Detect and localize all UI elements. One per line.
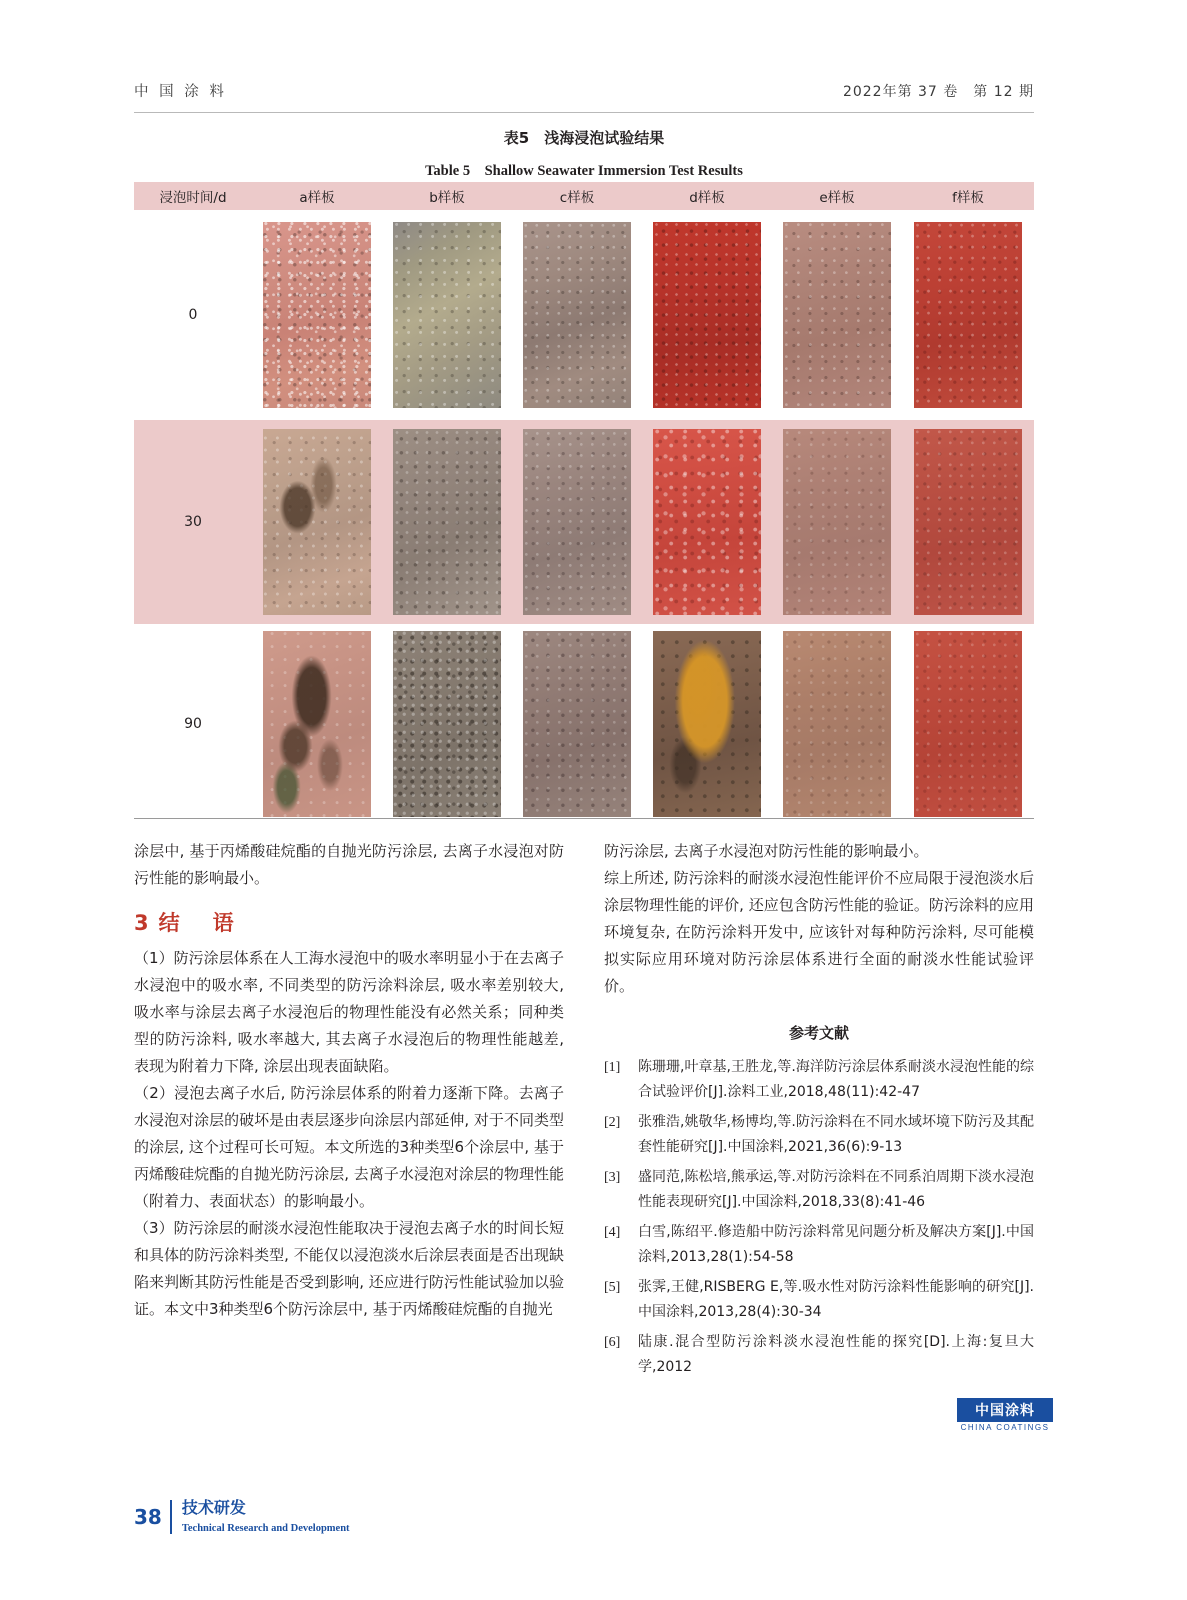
section-heading xyxy=(134,910,564,937)
footer-en-text: Technical Research and Development xyxy=(181,1523,350,1534)
reference-index: [4] xyxy=(604,1225,621,1240)
logo-en-text: CHINA COATINGS xyxy=(960,1423,1050,1432)
footer-cn-text: 技术研发 xyxy=(181,1498,246,1517)
panel-d-day30 xyxy=(642,420,772,624)
specimen-image xyxy=(914,429,1022,615)
table-row xyxy=(134,210,1034,420)
conclusion-paragraph-2: （2）浸泡去离子水后, 防污涂层体系的附着力逐渐下降。去离子水浸泡对涂层的破坏是由表层逐步向涂层内部延伸, 对于不同类型的涂层, 这个过程可长可短。本文所选的3种类型6个涂层中, 基于丙烯酸硅烷酯的自抛光防污涂层, 去离子水浸泡对涂层的物理性能（附着力、表面状态）的影响最小。 xyxy=(134,1084,564,1210)
specimen-image xyxy=(783,631,891,817)
reference-index: [1] xyxy=(604,1060,621,1075)
specimen-image xyxy=(393,222,501,408)
conclusion-paragraph-3-cont: 防污涂层, 去离子水浸泡对防污性能的影响最小。 xyxy=(604,842,929,860)
footer-label xyxy=(182,1498,350,1536)
reference-index: [3] xyxy=(604,1170,621,1185)
table-row xyxy=(134,624,1034,824)
paragraph-continued: 涂层中, 基于丙烯酸硅烷酯的自抛光防污涂层, 去离子水浸泡对防污性能的影响最小。 xyxy=(134,842,564,887)
specimen-image xyxy=(263,222,371,408)
row-label-0: 0 xyxy=(134,210,252,420)
table-header-cell-6: f样板 xyxy=(902,182,1034,210)
table-header-cell-4: d样板 xyxy=(642,182,772,210)
panel-a-day0 xyxy=(252,210,382,420)
conclusion-paragraph-3: （3）防污涂层的耐淡水浸泡性能取决于浸泡去离子水的时间长短和具体的防污涂料类型, 不能仅以浸泡淡水后涂层表面是否出现缺陷来判断其防污性能是否受到影响, 还应进行防污性能试验加以验证。本文中3种类型6个防污涂层中, 基于丙烯酸硅烷酯的自抛光 xyxy=(134,1219,564,1318)
table-caption-en: Table 5 Shallow Seawater Immersion Test Results xyxy=(425,163,743,179)
logo-cn-text: 中国涂料 xyxy=(957,1398,1053,1422)
references-heading: 参考文献 xyxy=(788,1024,849,1042)
specimen-image xyxy=(653,631,761,817)
table-header-cell-1: a样板 xyxy=(252,182,382,210)
panel-c-day0 xyxy=(512,210,642,420)
panel-f-day0 xyxy=(902,210,1034,420)
panel-b-day30 xyxy=(382,420,512,624)
specimen-image xyxy=(914,222,1022,408)
reference-text: 张雅浩,姚敬华,杨博均,等.防污涂料在不同水域坏境下防污及其配套性能研究[J].中国涂料,2021,36(6):9-13 xyxy=(638,1114,1034,1155)
panel-c-day30 xyxy=(512,420,642,624)
specimen-image xyxy=(523,631,631,817)
panel-e-day90 xyxy=(772,624,902,824)
specimen-image xyxy=(263,429,371,615)
row-label-90: 90 xyxy=(134,624,252,824)
journal-name: 中 国 涂 料 xyxy=(134,84,227,100)
specimen-image xyxy=(263,631,371,817)
issue-info: 2022年第 37 卷 第 12 期 xyxy=(842,84,1034,100)
reference-index: [2] xyxy=(604,1115,621,1130)
table-header-row xyxy=(134,182,1034,210)
panel-b-day90 xyxy=(382,624,512,824)
panel-d-day90 xyxy=(642,624,772,824)
reference-item xyxy=(604,1055,1034,1105)
row-label-30: 30 xyxy=(134,420,252,624)
conclusion-paragraph-1: （1）防污涂层体系在人工海水浸泡中的吸水率明显小于在去离子水浸泡中的吸水率, 不同类型的防污涂料涂层, 吸水率差别较大, 吸水率与涂层去离子水浸泡后的物理性能没有必然关系；同种类型的防污涂料, 吸水率越大, 其去离子水浸泡后的物理性能越差, 表现为附着力下降, 涂层出现表面缺陷。 xyxy=(134,949,564,1075)
reference-item xyxy=(604,1220,1034,1270)
reference-item xyxy=(604,1330,1034,1380)
panel-b-day0 xyxy=(382,210,512,420)
summary-paragraph: 综上所述, 防污涂料的耐淡水浸泡性能评价不应局限于浸泡淡水后涂层物理性能的评价, 还应包含防污性能的验证。防污涂料的应用环境复杂, 在防污涂料开发中, 应该针对每种防污涂料, 尽可能模拟实际应用环境对防污涂层体系进行全面的耐淡水性能试验评价。 xyxy=(604,869,1034,995)
reference-text: 陈珊珊,叶章基,王胜龙,等.海洋防污涂层体系耐淡水浸泡性能的综合试验评价[J].涂料工业,2018,48(11):42-47 xyxy=(638,1059,1034,1100)
table-caption-cn: 表5 浅海浸泡试验结果 xyxy=(503,129,665,147)
reference-text: 白雪,陈绍平.修造船中防污涂料常见问题分析及解决方案[J].中国涂料,2013,28(1):54-58 xyxy=(638,1224,1034,1265)
reference-item xyxy=(604,1275,1034,1325)
specimen-image xyxy=(653,429,761,615)
reference-item xyxy=(604,1110,1034,1160)
body-column-left xyxy=(134,838,564,1323)
table-header-cell-0: 浸泡时间/d xyxy=(134,182,252,210)
panel-f-day90 xyxy=(902,624,1034,824)
specimen-image xyxy=(523,429,631,615)
section-number: 3 xyxy=(134,911,149,935)
panel-d-day0 xyxy=(642,210,772,420)
publisher-logo xyxy=(957,1398,1053,1432)
table-header-cell-3: c样板 xyxy=(512,182,642,210)
panel-a-day90 xyxy=(252,624,382,824)
specimen-image xyxy=(393,631,501,817)
specimen-image xyxy=(523,222,631,408)
specimen-image xyxy=(914,631,1022,817)
reference-text: 盛同范,陈松培,熊承运,等.对防污涂料在不同系泊周期下淡水浸泡性能表现研究[J].中国涂料,2018,33(8):41-46 xyxy=(638,1169,1034,1210)
table-header-cell-2: b样板 xyxy=(382,182,512,210)
panel-a-day30 xyxy=(252,420,382,624)
table-row xyxy=(134,420,1034,624)
table-bottom-rule xyxy=(134,818,1034,819)
page-number: 38 xyxy=(134,1505,162,1529)
footer-divider xyxy=(170,1500,172,1534)
reference-index: [5] xyxy=(604,1280,621,1295)
panel-e-day30 xyxy=(772,420,902,624)
table-header-cell-5: e样板 xyxy=(772,182,902,210)
panel-f-day30 xyxy=(902,420,1034,624)
specimen-image xyxy=(393,429,501,615)
panel-e-day0 xyxy=(772,210,902,420)
specimen-image xyxy=(653,222,761,408)
running-head xyxy=(134,80,1034,113)
body-column-right xyxy=(604,838,1034,1385)
panel-c-day90 xyxy=(512,624,642,824)
immersion-results-table xyxy=(134,182,1034,824)
references-list xyxy=(604,1055,1034,1380)
specimen-image xyxy=(783,429,891,615)
page-footer xyxy=(134,1496,350,1538)
specimen-image xyxy=(783,222,891,408)
section-title: 结 语 xyxy=(158,911,240,935)
reference-index: [6] xyxy=(604,1335,621,1350)
reference-text: 陆康.混合型防污涂料淡水浸泡性能的探究[D].上海:复旦大学,2012 xyxy=(638,1334,1034,1375)
reference-text: 张霁,王健,RISBERG E,等.吸水性对防污涂料性能影响的研究[J].中国涂料,2013,28(4):30-34 xyxy=(638,1279,1034,1320)
reference-item xyxy=(604,1165,1034,1215)
